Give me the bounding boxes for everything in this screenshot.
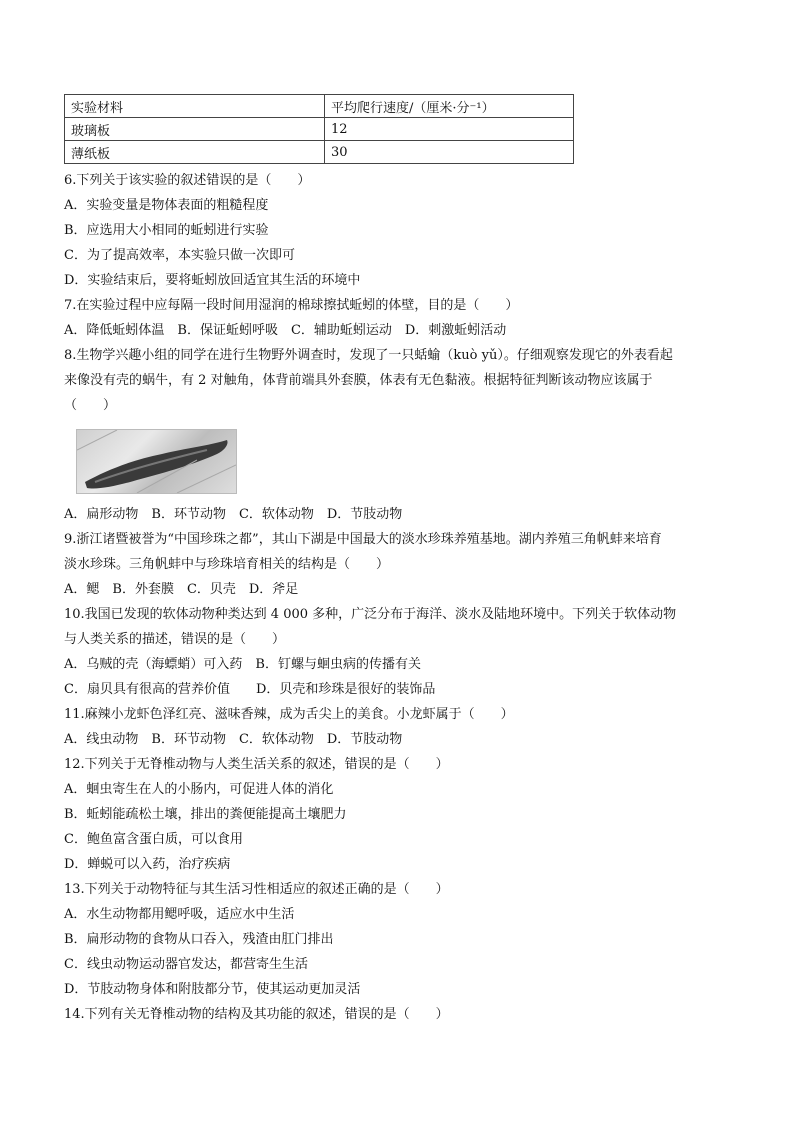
question-9-options: A．鳃 B．外套膜 C．贝壳 D．斧足 — [64, 582, 299, 597]
question-6-option-a: A．实验变量是物体表面的粗糙程度 — [64, 198, 269, 213]
table-header-row — [65, 95, 574, 118]
question-6-option-d: D．实验结束后，要将蚯蚓放回适宜其生活的环境中 — [64, 273, 361, 288]
table-cell: 实验材料 — [65, 95, 325, 118]
question-8-stem: 8.生物学兴趣小组的同学在进行生物野外调查时，发现了一只蛞蝓（kuò yǔ）。仔细观察发现它的外表看起 — [64, 348, 673, 363]
question-12-option-b: B．蚯蚓能疏松土壤，排出的粪便能提高土壤肥力 — [64, 807, 347, 822]
question-11-stem: 11.麻辣小龙虾色泽红亮、滋味香辣，成为舌尖上的美食。小龙虾属于（ ） — [64, 707, 514, 722]
question-12-option-c: C．鲍鱼富含蛋白质，可以食用 — [64, 832, 243, 847]
question-9-stem: 9.浙江诸暨被誉为“中国珍珠之都”，其山下湖是中国最大的淡水珍珠养殖基地。湖内养殖三角帆蚌来培育 — [64, 532, 662, 547]
question-12-stem: 12.下列关于无脊椎动物与人类生活关系的叙述，错误的是（ ） — [64, 757, 449, 772]
question-13-stem: 13.下列关于动物特征与其生活习性相适应的叙述正确的是（ ） — [64, 882, 449, 897]
question-10-options-cd: C．扇贝具有很高的营养价值 D．贝壳和珍珠是很好的装饰品 — [64, 682, 436, 697]
table-row — [65, 141, 574, 164]
slug-icon — [77, 430, 236, 493]
question-10-options-ab: A．乌贼的壳（海螵蛸）可入药 B．钉螺与蛔虫病的传播有关 — [64, 657, 421, 672]
question-6-stem: 6.下列关于该实验的叙述错误的是（ ） — [64, 173, 311, 188]
question-7-options: A．降低蚯蚓体温 B．保证蚯蚓呼吸 C．辅助蚯蚓运动 D．刺激蚯蚓活动 — [64, 323, 507, 338]
table-cell: 玻璃板 — [65, 118, 325, 141]
table-cell: 薄纸板 — [65, 141, 325, 164]
table-cell: 30 — [325, 141, 574, 164]
question-13-option-a: A．水生动物都用鳃呼吸，适应水中生活 — [64, 907, 295, 922]
table-row — [65, 118, 574, 141]
table-cell: 平均爬行速度/（厘米·分⁻¹） — [325, 95, 574, 118]
question-10-stem: 与人类关系的描述，错误的是（ ） — [64, 632, 286, 647]
question-13-option-b: B．扁形动物的食物从口吞入，残渣由肛门排出 — [64, 932, 334, 947]
question-8-stem: 来像没有壳的蜗牛，有 2 对触角，体背前端具外套膜，体表有无色黏液。根据特征判断该动物应该属于 — [64, 373, 653, 388]
question-12-option-a: A．蛔虫寄生在人的小肠内，可促进人体的消化 — [64, 782, 334, 797]
question-9-stem: 淡水珍珠。三角帆蚌中与珍珠培育相关的结构是（ ） — [64, 557, 390, 572]
table-cell: 12 — [325, 118, 574, 141]
question-13-option-c: C．线虫动物运动器官发达，都营寄生生活 — [64, 957, 308, 972]
question-10-stem: 10.我国已发现的软体动物种类达到 4 000 多种，广泛分布于海洋、淡水及陆地环境中。下列关于软体动物 — [64, 607, 677, 622]
question-6-option-b: B．应选用大小相同的蚯蚓进行实验 — [64, 223, 269, 238]
question-8-options: A．扁形动物 B．环节动物 C．软体动物 D．节肢动物 — [64, 507, 403, 522]
question-7-stem: 7.在实验过程中应每隔一段时间用湿润的棉球擦拭蚯蚓的体壁，目的是（ ） — [64, 298, 519, 313]
question-8-stem: （ ） — [64, 398, 117, 413]
question-14-stem: 14.下列有关无脊椎动物的结构及其功能的叙述，错误的是（ ） — [64, 1007, 449, 1022]
question-12-option-d: D．蝉蜕可以入药，治疗疾病 — [64, 857, 231, 872]
question-13-option-d: D．节肢动物身体和附肢都分节，使其运动更加灵活 — [64, 982, 361, 997]
slug-image — [76, 429, 237, 494]
question-6-option-c: C．为了提高效率，本实验只做一次即可 — [64, 248, 295, 263]
data-table — [64, 94, 574, 164]
question-11-options: A．线虫动物 B．环节动物 C．软体动物 D．节肢动物 — [64, 732, 403, 747]
